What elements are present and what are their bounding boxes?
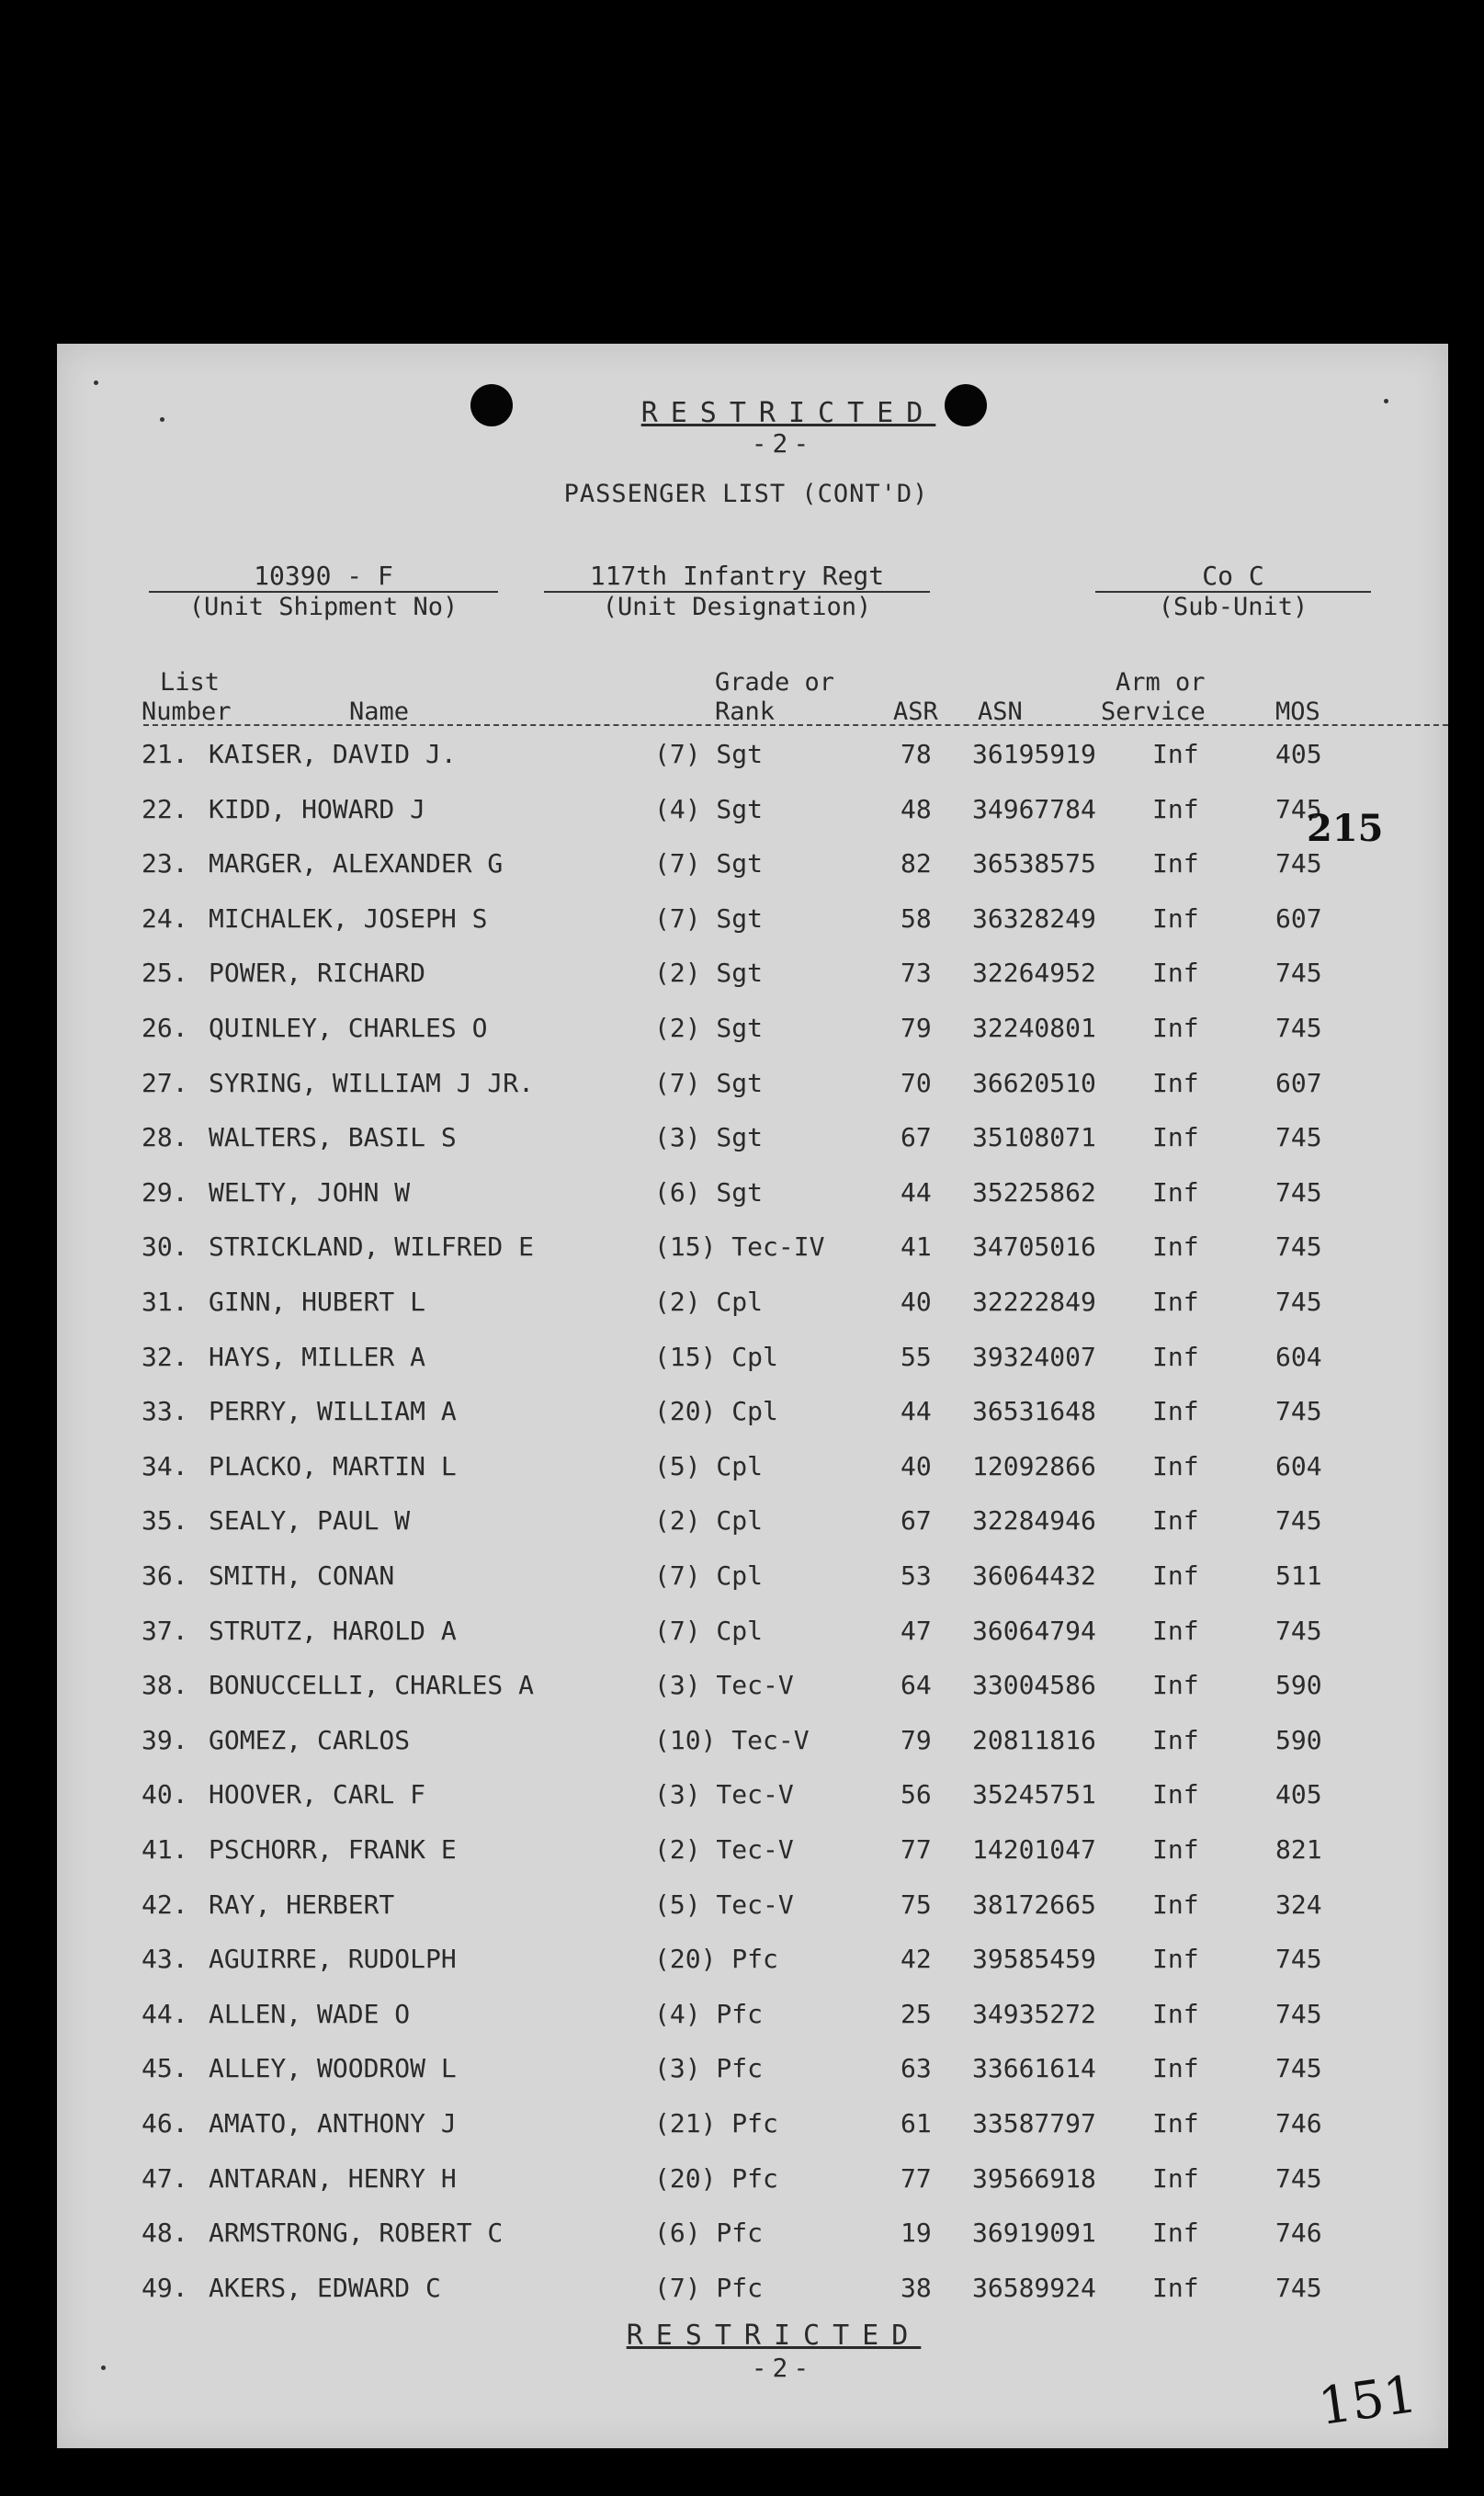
cell-mos: 745 <box>1275 1231 1322 1263</box>
cell-asr: 73 <box>901 958 932 989</box>
cell-name: MICHALEK, JOSEPH S <box>209 902 488 934</box>
cell-mos: 821 <box>1275 1834 1322 1865</box>
table-row <box>57 1999 1448 2052</box>
cell-arm: Inf <box>1152 1779 1199 1810</box>
cell-asn: 36195919 <box>972 739 1096 769</box>
punch-hole <box>470 384 513 426</box>
cell-mos: 745 <box>1275 958 1322 989</box>
cell-name: POWER, RICHARD <box>209 958 426 989</box>
cell-asr: 77 <box>901 1834 932 1865</box>
cell-grade: (2) Cpl <box>654 1287 764 1317</box>
cell-grade: (2) Sgt <box>654 958 764 989</box>
cell-asn: 39566918 <box>972 2162 1096 2194</box>
col-header-mos: MOS <box>1275 698 1320 726</box>
cell-name: GOMEZ, CARLOS <box>209 1724 411 1755</box>
cell-grade: (10) Tec-V <box>654 1724 810 1755</box>
table-row <box>57 1177 1448 1231</box>
cell-arm: Inf <box>1152 958 1199 989</box>
cell-grade: (5) Tec-V <box>654 1889 794 1920</box>
cell-asr: 64 <box>901 1670 932 1701</box>
cell-name: AGUIRRE, RUDOLPH <box>209 1944 457 1975</box>
cell-asn: 38172665 <box>972 1889 1096 1920</box>
col-header-grade: Grade or <box>715 668 835 697</box>
cell-arm: Inf <box>1152 1450 1199 1481</box>
cell-mos: 590 <box>1275 1724 1322 1755</box>
cell-name: AKERS, EDWARD C <box>209 2272 441 2303</box>
cell-asn: 14201047 <box>972 1834 1096 1865</box>
document-title: PASSENGER LIST (CONT'D) <box>563 480 929 508</box>
cell-arm: Inf <box>1152 2272 1199 2303</box>
cell-arm: Inf <box>1152 1724 1199 1755</box>
table-row <box>57 903 1448 957</box>
cell-grade: (3) Pfc <box>654 2053 764 2084</box>
cell-asn: 34967784 <box>972 793 1096 824</box>
cell-grade: (2) Cpl <box>654 1505 764 1537</box>
cell-arm: Inf <box>1152 1067 1199 1098</box>
cell-grade: (7) Pfc <box>654 2272 764 2303</box>
cell-name: SEALY, PAUL W <box>209 1505 411 1537</box>
cell-num: 31. <box>142 1287 188 1317</box>
cell-name: RAY, HERBERT <box>209 1889 395 1920</box>
cell-asr: 79 <box>901 1724 932 1755</box>
cell-name: HOOVER, CARL F <box>209 1779 426 1810</box>
cell-num: 26. <box>142 1013 188 1043</box>
cell-arm: Inf <box>1152 1122 1199 1153</box>
cell-arm: Inf <box>1152 1615 1199 1646</box>
cell-asr: 58 <box>901 902 932 934</box>
cell-num: 44. <box>142 1998 188 2029</box>
cell-asr: 55 <box>901 1341 932 1372</box>
cell-mos: 745 <box>1275 1122 1322 1153</box>
unit-designation-label: (Unit Designation) <box>602 593 872 621</box>
unit-designation: 117th Infantry Regt <box>544 561 930 593</box>
cell-asr: 40 <box>901 1450 932 1481</box>
cell-name: ALLEY, WOODROW L <box>209 2053 457 2084</box>
cell-asr: 70 <box>901 1067 932 1098</box>
cell-asr: 63 <box>901 2053 932 2084</box>
table-row <box>57 1231 1448 1285</box>
sub-unit-block <box>1095 561 1371 621</box>
cell-grade: (7) Cpl <box>654 1615 764 1646</box>
cell-num: 42. <box>142 1889 188 1920</box>
cell-arm: Inf <box>1152 1287 1199 1317</box>
cell-arm: Inf <box>1152 1231 1199 1263</box>
table-row <box>57 1342 1448 1395</box>
cell-num: 21. <box>142 739 188 769</box>
cell-asr: 42 <box>901 1944 932 1975</box>
cell-arm: Inf <box>1152 1560 1199 1591</box>
cell-name: AMATO, ANTHONY J <box>209 2108 457 2139</box>
cell-arm: Inf <box>1152 2218 1199 2249</box>
table-row <box>57 1779 1448 1832</box>
cell-num: 37. <box>142 1615 188 1646</box>
cell-mos: 745 <box>1275 1505 1322 1537</box>
cell-name: WALTERS, BASIL S <box>209 1122 457 1153</box>
cell-name: MARGER, ALEXANDER G <box>209 848 504 879</box>
cell-num: 22. <box>142 793 188 824</box>
cell-asr: 67 <box>901 1505 932 1537</box>
cell-asr: 67 <box>901 1122 932 1153</box>
cell-grade: (20) Cpl <box>654 1396 778 1427</box>
cell-grade: (7) Sgt <box>654 1067 764 1098</box>
cell-grade: (20) Pfc <box>654 1944 778 1975</box>
cell-arm: Inf <box>1152 1341 1199 1372</box>
cell-num: 41. <box>142 1834 188 1865</box>
cell-num: 30. <box>142 1231 188 1263</box>
cell-name: HAYS, MILLER A <box>209 1341 426 1372</box>
cell-asr: 75 <box>901 1889 932 1920</box>
col-header-asr: ASR <box>893 698 938 726</box>
col-header-name: Name <box>349 698 410 726</box>
cell-grade: (2) Tec-V <box>654 1834 794 1865</box>
col-header-arm: Arm or <box>1116 668 1206 697</box>
cell-arm: Inf <box>1152 1505 1199 1537</box>
cell-grade: (3) Tec-V <box>654 1670 794 1701</box>
cell-asn: 33004586 <box>972 1670 1096 1701</box>
cell-mos: 745 <box>1275 1013 1322 1043</box>
table-row <box>57 1944 1448 1997</box>
cell-num: 27. <box>142 1067 188 1098</box>
cell-asr: 53 <box>901 1560 932 1591</box>
cell-name: STRUTZ, HAROLD A <box>209 1615 457 1646</box>
cell-num: 36. <box>142 1560 188 1591</box>
cell-asr: 82 <box>901 848 932 879</box>
cell-asr: 78 <box>901 739 932 769</box>
cell-asn: 36620510 <box>972 1067 1096 1098</box>
table-row <box>57 1889 1448 1943</box>
cell-asn: 33661614 <box>972 2053 1096 2084</box>
cell-mos: 324 <box>1275 1889 1322 1920</box>
cell-asn: 36328249 <box>972 902 1096 934</box>
cell-asr: 77 <box>901 2162 932 2194</box>
cell-asn: 32240801 <box>972 1013 1096 1043</box>
cell-grade: (4) Sgt <box>654 793 764 824</box>
cell-grade: (15) Tec-IV <box>654 1231 825 1263</box>
cell-num: 35. <box>142 1505 188 1537</box>
cell-mos: 607 <box>1275 1067 1322 1098</box>
cell-mos: 607 <box>1275 902 1322 934</box>
cell-asn: 32284946 <box>972 1505 1096 1537</box>
table-row <box>57 1725 1448 1778</box>
cell-name: GINN, HUBERT L <box>209 1287 426 1317</box>
cell-asr: 47 <box>901 1615 932 1646</box>
table-row <box>57 794 1448 847</box>
cell-arm: Inf <box>1152 2108 1199 2139</box>
cell-arm: Inf <box>1152 1670 1199 1701</box>
cell-num: 28. <box>142 1122 188 1153</box>
cell-mos: 405 <box>1275 1779 1322 1810</box>
cell-arm: Inf <box>1152 2053 1199 2084</box>
cell-asn: 34705016 <box>972 1231 1096 1263</box>
cell-mos: 745 <box>1275 1615 1322 1646</box>
cell-grade: (5) Cpl <box>654 1450 764 1481</box>
col-header-number: Number <box>142 698 232 726</box>
cell-asn: 39324007 <box>972 1341 1096 1372</box>
cell-asn: 32222849 <box>972 1287 1096 1317</box>
cell-name: PSCHORR, FRANK E <box>209 1834 457 1865</box>
cell-mos: 511 <box>1275 1560 1322 1591</box>
cell-asr: 41 <box>901 1231 932 1263</box>
table-row <box>57 2053 1448 2106</box>
cell-asn: 35225862 <box>972 1176 1096 1208</box>
classification-footer: RESTRICTED <box>626 2320 922 2352</box>
cell-name: ARMSTRONG, ROBERT C <box>209 2218 504 2249</box>
sub-unit: Co C <box>1095 561 1371 593</box>
col-header-service: Service <box>1101 698 1206 726</box>
table-row <box>57 1287 1448 1340</box>
speck <box>1384 399 1388 403</box>
cell-asr: 56 <box>901 1779 932 1810</box>
unit-shipment-no: 10390 - F <box>149 561 498 593</box>
table-row <box>57 739 1448 792</box>
cell-num: 40. <box>142 1779 188 1810</box>
cell-num: 38. <box>142 1670 188 1701</box>
cell-mos: 405 <box>1275 739 1322 769</box>
table-row <box>57 1505 1448 1559</box>
cell-asr: 61 <box>901 2108 932 2139</box>
cell-asr: 40 <box>901 1287 932 1317</box>
table-row <box>57 1670 1448 1723</box>
table-row <box>57 1834 1448 1888</box>
cell-asn: 12092866 <box>972 1450 1096 1481</box>
cell-name: ALLEN, WADE O <box>209 1998 411 2029</box>
cell-name: QUINLEY, CHARLES O <box>209 1013 488 1043</box>
speck <box>101 2366 106 2370</box>
cell-mos: 604 <box>1275 1341 1322 1372</box>
cell-mos: 746 <box>1275 2218 1322 2249</box>
cell-asn: 36064432 <box>972 1560 1096 1591</box>
cell-asr: 79 <box>901 1013 932 1043</box>
table-row <box>57 1616 1448 1669</box>
cell-name: KAISER, DAVID J. <box>209 739 457 769</box>
cell-grade: (4) Pfc <box>654 1998 764 2029</box>
col-header-rank: Rank <box>715 698 776 726</box>
stamp-number: 215 <box>1307 807 1384 850</box>
cell-asn: 39585459 <box>972 1944 1096 1975</box>
cell-num: 33. <box>142 1396 188 1427</box>
cell-asr: 25 <box>901 1998 932 2029</box>
cell-arm: Inf <box>1152 902 1199 934</box>
cell-asn: 34935272 <box>972 1998 1096 2029</box>
cell-num: 39. <box>142 1724 188 1755</box>
cell-mos: 745 <box>1275 1287 1322 1317</box>
table-row <box>57 958 1448 1011</box>
cell-name: SMITH, CONAN <box>209 1560 395 1591</box>
cell-arm: Inf <box>1152 739 1199 769</box>
cell-grade: (15) Cpl <box>654 1341 778 1372</box>
table-row <box>57 2108 1448 2161</box>
cell-arm: Inf <box>1152 1176 1199 1208</box>
table-row <box>57 848 1448 902</box>
cell-mos: 745 <box>1275 1944 1322 1975</box>
table-row <box>57 1068 1448 1121</box>
cell-mos: 745 <box>1275 848 1322 879</box>
cell-grade: (7) Sgt <box>654 902 764 934</box>
cell-num: 45. <box>142 2053 188 2084</box>
cell-mos: 745 <box>1275 2162 1322 2194</box>
cell-asr: 38 <box>901 2272 932 2303</box>
cell-num: 43. <box>142 1944 188 1975</box>
table-row <box>57 1560 1448 1614</box>
col-header-asn: ASN <box>978 698 1023 726</box>
table-row <box>57 1451 1448 1504</box>
cell-arm: Inf <box>1152 1889 1199 1920</box>
classification-header: RESTRICTED <box>640 397 936 429</box>
cell-grade: (6) Pfc <box>654 2218 764 2249</box>
cell-asr: 44 <box>901 1396 932 1427</box>
cell-asr: 19 <box>901 2218 932 2249</box>
cell-arm: Inf <box>1152 1396 1199 1427</box>
cell-num: 47. <box>142 2162 188 2194</box>
cell-grade: (3) Sgt <box>654 1122 764 1153</box>
cell-arm: Inf <box>1152 1834 1199 1865</box>
cell-asn: 36538575 <box>972 848 1096 879</box>
table-row <box>57 2163 1448 2217</box>
cell-asn: 35245751 <box>972 1779 1096 1810</box>
unit-shipment-label: (Unit Shipment No) <box>188 593 459 621</box>
cell-asn: 32264952 <box>972 958 1096 989</box>
cell-asn: 35108071 <box>972 1122 1096 1153</box>
table-row <box>57 1396 1448 1449</box>
cell-arm: Inf <box>1152 1944 1199 1975</box>
cell-asn: 20811816 <box>972 1724 1096 1755</box>
cell-name: PERRY, WILLIAM A <box>209 1396 457 1427</box>
cell-num: 32. <box>142 1341 188 1372</box>
cell-num: 23. <box>142 848 188 879</box>
cell-arm: Inf <box>1152 2162 1199 2194</box>
table-row <box>57 1013 1448 1066</box>
unit-designation-block <box>544 561 930 621</box>
cell-mos: 745 <box>1275 1396 1322 1427</box>
cell-name: SYRING, WILLIAM J JR. <box>209 1067 535 1098</box>
cell-name: WELTY, JOHN W <box>209 1176 411 1208</box>
sub-unit-label: (Sub-Unit) <box>1158 593 1308 621</box>
cell-name: KIDD, HOWARD J <box>209 793 426 824</box>
cell-asn: 36589924 <box>972 2272 1096 2303</box>
speck <box>94 380 98 385</box>
cell-grade: (3) Tec-V <box>654 1779 794 1810</box>
page-number-header: -2- <box>751 428 815 459</box>
cell-mos: 745 <box>1275 2053 1322 2084</box>
document-page <box>57 344 1448 2448</box>
cell-num: 24. <box>142 902 188 934</box>
cell-grade: (20) Pfc <box>654 2162 778 2194</box>
cell-num: 29. <box>142 1176 188 1208</box>
table-row <box>57 1122 1448 1175</box>
cell-mos: 745 <box>1275 1176 1322 1208</box>
cell-num: 48. <box>142 2218 188 2249</box>
speck <box>160 417 164 422</box>
cell-asr: 44 <box>901 1176 932 1208</box>
cell-num: 46. <box>142 2108 188 2139</box>
cell-grade: (7) Cpl <box>654 1560 764 1591</box>
cell-asn: 36064794 <box>972 1615 1096 1646</box>
cell-asr: 48 <box>901 793 932 824</box>
cell-mos: 745 <box>1275 2272 1322 2303</box>
unit-shipment-block <box>149 561 498 621</box>
cell-num: 34. <box>142 1450 188 1481</box>
cell-name: PLACKO, MARTIN L <box>209 1450 457 1481</box>
cell-grade: (7) Sgt <box>654 848 764 879</box>
cell-grade: (7) Sgt <box>654 739 764 769</box>
cell-mos: 745 <box>1275 1998 1322 2029</box>
cell-grade: (2) Sgt <box>654 1013 764 1043</box>
cell-name: BONUCCELLI, CHARLES A <box>209 1670 535 1701</box>
col-header-list: List <box>160 668 221 697</box>
cell-arm: Inf <box>1152 1998 1199 2029</box>
cell-grade: (6) Sgt <box>654 1176 764 1208</box>
table-row <box>57 2218 1448 2271</box>
cell-grade: (21) Pfc <box>654 2108 778 2139</box>
cell-arm: Inf <box>1152 848 1199 879</box>
header-rule <box>143 724 1448 726</box>
cell-name: STRICKLAND, WILFRED E <box>209 1231 535 1263</box>
cell-arm: Inf <box>1152 793 1199 824</box>
cell-asn: 36919091 <box>972 2218 1096 2249</box>
cell-num: 25. <box>142 958 188 989</box>
page-number-footer: -2- <box>751 2353 815 2383</box>
cell-name: ANTARAN, HENRY H <box>209 2162 457 2194</box>
cell-mos: 745 <box>1275 793 1322 824</box>
cell-mos: 604 <box>1275 1450 1322 1481</box>
cell-num: 49. <box>142 2272 188 2303</box>
cell-arm: Inf <box>1152 1013 1199 1043</box>
cell-mos: 590 <box>1275 1670 1322 1701</box>
cell-mos: 746 <box>1275 2108 1322 2139</box>
cell-asn: 33587797 <box>972 2108 1096 2139</box>
table-row <box>57 2273 1448 2326</box>
cell-asn: 36531648 <box>972 1396 1096 1427</box>
handwritten-page-number: 151 <box>1314 2364 1421 2438</box>
